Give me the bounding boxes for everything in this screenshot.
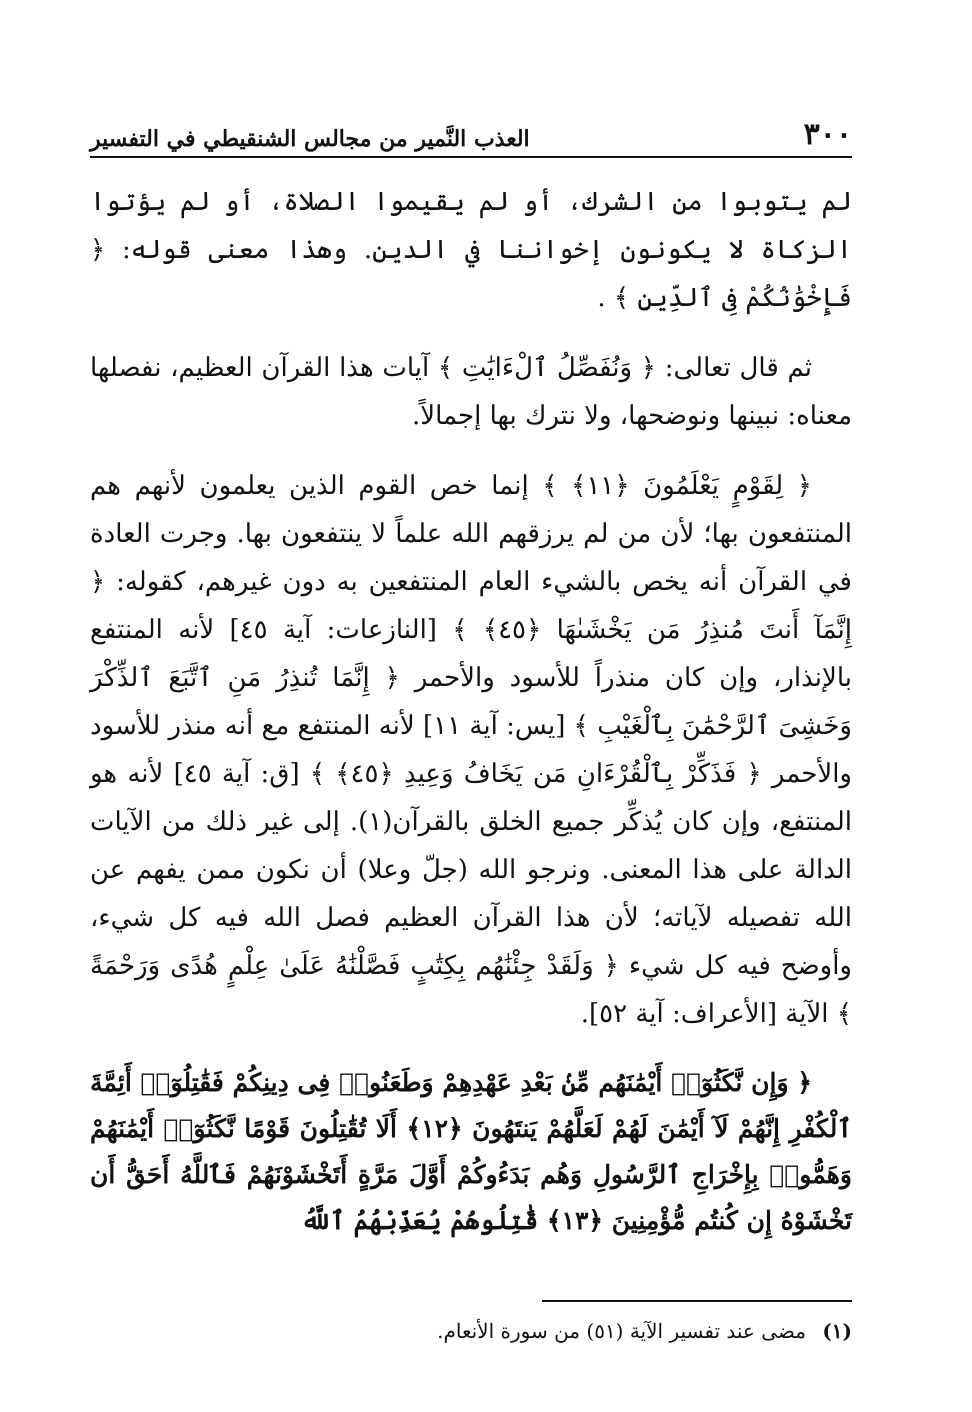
footnote-number: (١) <box>822 1319 852 1343</box>
paragraph-people-who-know: ﴿ لِقَوْمٍ يَعْلَمُونَ ﴿١١﴾ ﴾ إنما خص القوم الذين يعلمون لأنهم هم المنتفعون بها؛ لأن من لم يرزقهم الله علماً لا ينتفعون بها. وجرت العادة في القرآن أنه يخص بالشيء العام المنتفعين به دون غيرهم، كقوله: ﴿ إِنَّمَآ أَنتَ مُنذِرُ مَن يَخْشَىٰهَا ﴿٤٥﴾ ﴾ [النازعات: آية ٤٥] لأنه المنتفع بالإنذار، وإن كان منذراً للأسود والأحمر ﴿ إِنَّمَا تُنذِرُ مَنِ ٱتَّبَعَ ٱلذِّكْرَ وَخَشِىَ ٱلرَّحْمَٰنَ بِٱلْغَيْبِ ﴾ [يس: آية ١١] لأنه المنتفع مع أنه منذر للأسود والأحمر ﴿ فَذَكِّرْ بِٱلْقُرْءَانِ مَن يَخَافُ وَعِيدِ ﴿٤٥﴾ ﴾ [ق: آية ٤٥] لأنه هو المنتفع، وإن كان يُذكِّر جميع الخلق بالقرآن(١). إلى غير ذلك من الآيات الدالة على هذا المعنى. ونرجو الله (جلّ وعلا) أن نكون ممن يفهم عن الله تفصيله لآياته؛ لأن هذا القرآن العظيم فصل الله فيه كل شيء، وأوضح فيه كل شيء ﴿ وَلَقَدْ جِئْنَٰهُم بِكِتَٰبٍ فَصَّلْنَٰهُ عَلَىٰ عِلْمٍ هُدًى وَرَحْمَةً ﴾ الآية [الأعراف: آية ٥٢]. <box>90 471 852 1029</box>
body-text <box>90 178 852 1266</box>
quran-verse-block: ﴿ وَإِن نَّكَثُوٓا۟ أَيْمَٰنَهُم مِّنۢ بَعْدِ عَهْدِهِمْ وَطَعَنُوا۟ فِى دِينِكُمْ فَقَٰتِلُوٓا۟ أَئِمَّةَ ٱلْكُفْرِ إِنَّهُمْ لَآ أَيْمَٰنَ لَهُمْ لَعَلَّهُمْ يَنتَهُونَ ﴿١٢﴾ أَلَا تُقَٰتِلُونَ قَوْمًا نَّكَثُوٓا۟ أَيْمَٰنَهُمْ وَهَمُّوا۟ بِإِخْرَاجِ ٱلرَّسُولِ وَهُم بَدَءُوكُمْ أَوَّلَ مَرَّةٍ أَتَخْشَوْنَهُمْ فَٱللَّهُ أَحَقُّ أَن تَخْشَوْهُ إِن كُنتُم مُّؤْمِنِينَ ﴿١٣﴾ قَٰتِلُوهُمْ يُعَذِّبْهُمُ ٱللَّهُ <box>90 1068 852 1235</box>
page-header <box>90 108 852 158</box>
footnote <box>90 1316 852 1346</box>
paragraph-brothers-in-religion: لم يتوبوا من الشرك، أو لم يقيموا الصلاة، أو لم يؤتوا الزكاة لا يكونون إخواننا في الدين. وهذا معنى قوله: ﴿ فَإِخْوَٰنُكُمْ فِى ٱلدِّينِ ﴾ . <box>90 187 852 313</box>
footnote-divider <box>542 1300 852 1302</box>
page-number: ٣٠٠ <box>803 117 852 152</box>
running-title: العذب النَّمير من مجالس الشنقيطي في التفسير <box>90 126 530 152</box>
footnote-text: مضى عند تفسير الآية (٥١) من سورة الأنعام. <box>437 1319 806 1343</box>
paragraph-detailing-verses: ثم قال تعالى: ﴿ وَنُفَصِّلُ ٱلْءَايَٰتِ ﴾ آيات هذا القرآن العظيم، نفصلها معناه: نبينها ونوضحها، ولا نترك بها إجمالاً. <box>90 353 852 431</box>
